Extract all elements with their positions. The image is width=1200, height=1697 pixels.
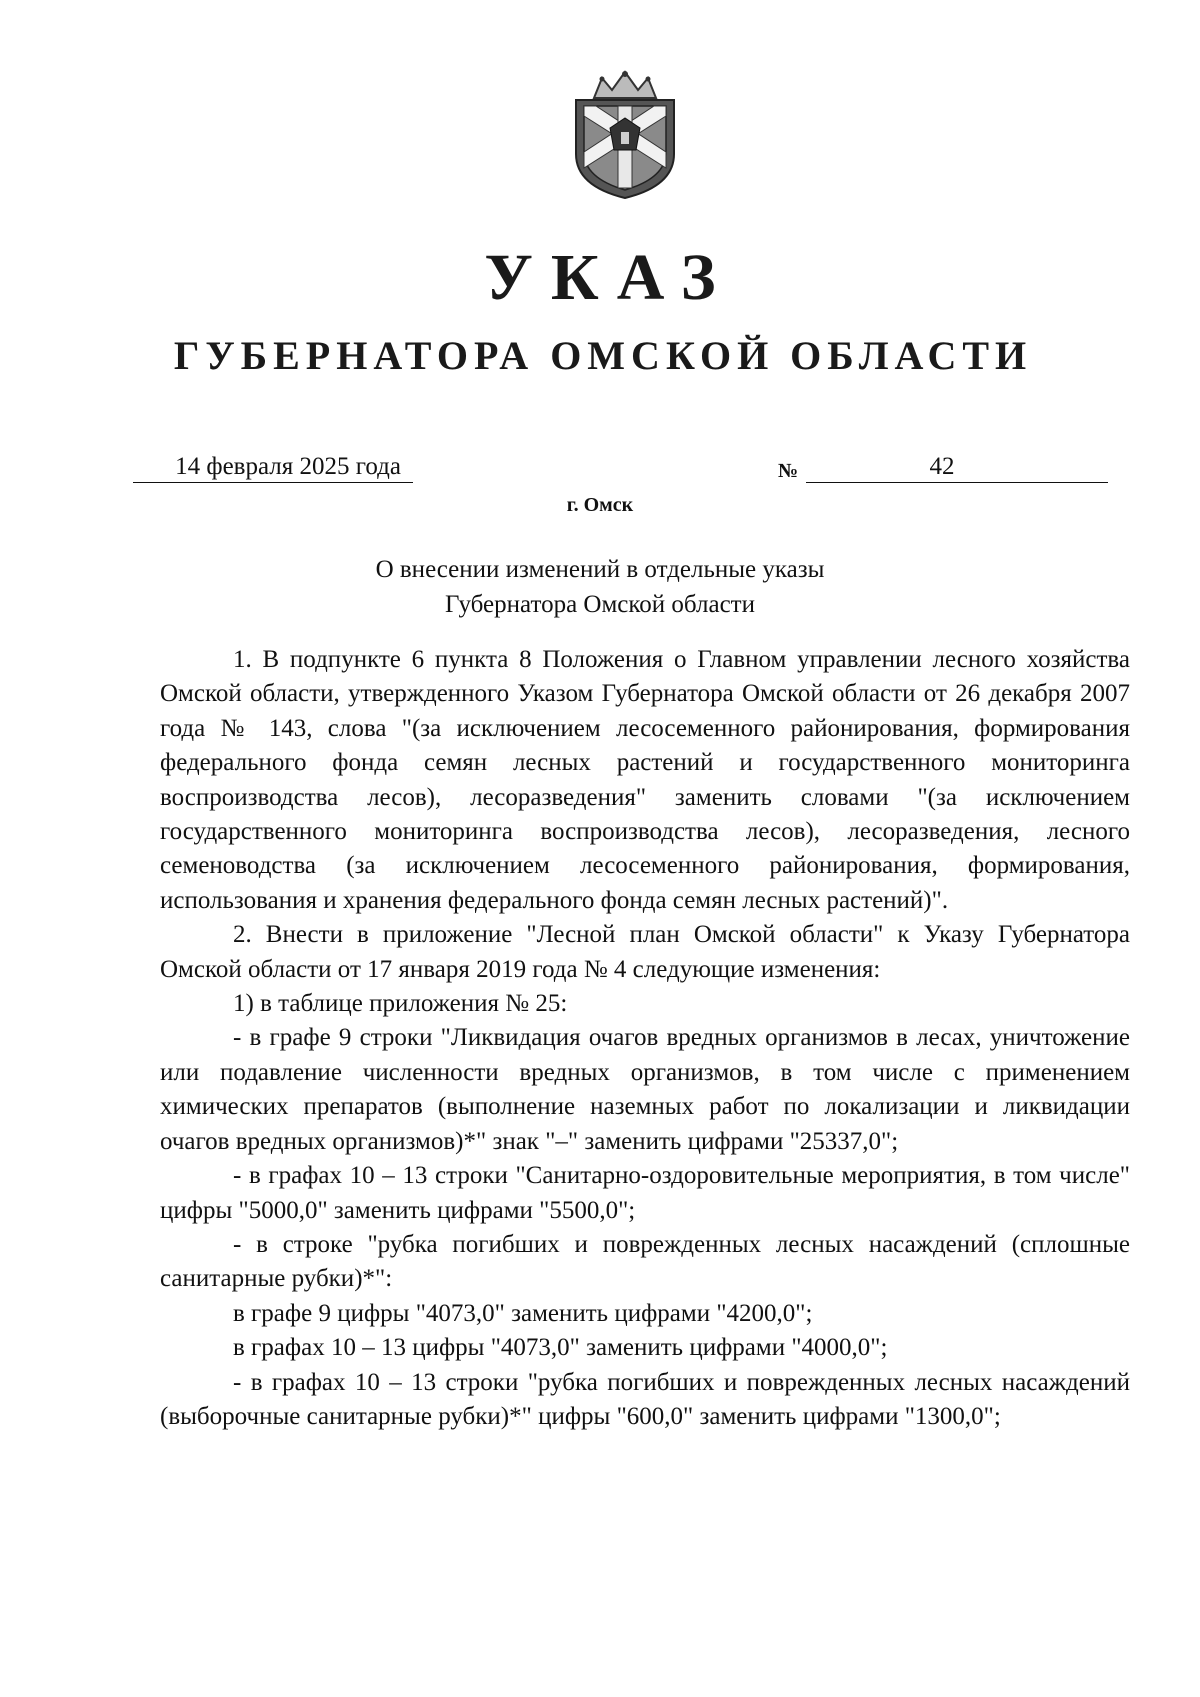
paragraph-3: 1) в таблице приложения № 25: [233, 990, 568, 1018]
paragraph-9: - в графах 10 – 13 строки "рубка погибших и поврежденных лесных насаждений (выборочные санитарные рубки)*" цифры "600,0" заменить цифрами "1300,0"; [160, 1368, 1130, 1430]
city-label: г. Омск [566, 494, 634, 516]
date-number-row [0, 452, 1200, 488]
paragraph-6: - в строке "рубка погибших и поврежденных лесных насаждений (сплошные санитарные рубки)*": [160, 1230, 1130, 1293]
decree-date: 14 февраля 2025 года [133, 452, 413, 483]
heading-line-2: Губернатора Омской области [445, 591, 755, 618]
number-sign: № [778, 460, 799, 482]
paragraph-4: - в графе 9 строки "Ликвидация очагов вредных организмов в лесах, уничтожение или подавление численности вредных организмов, в том числе с применением химических препаратов (выполнение наземных работ по локализации и ликвидации очагов вредных организмов)*" знак "–" заменить цифрами "25337,0"; [160, 1024, 1130, 1155]
paragraph-5: - в графах 10 – 13 строки "Санитарно-оздоровительные мероприятия, в том числе" цифры "5000,0" заменить цифрами "5500,0"; [160, 1162, 1130, 1224]
document-subtitle: ГУБЕРНАТОРА ОМСКОЙ ОБЛАСТИ [173, 333, 1033, 378]
heading-line-1: О внесении изменений в отдельные указы [375, 556, 825, 583]
decree-heading [0, 552, 1200, 622]
paragraph-8: в графах 10 – 13 цифры "4073,0" заменить цифрами "4000,0"; [233, 1334, 888, 1362]
omsk-region-coat-of-arms-icon [566, 68, 684, 202]
paragraph-7: в графе 9 цифры "4073,0" заменить цифрами "4200,0"; [233, 1299, 813, 1327]
paragraph-1: 1. В подпункте 6 пункта 8 Положения о Главном управлении лесного хозяйства Омской области, утвержденного Указом Губернатора Омской области от 26 декабря 2007 года № 143, слова "(за исключением лесосеменного районирования, формирования федерального фонда семян лесных растений и государственного мониторинга воспроизводства лесов), лесоразведения" заменить словами "(за исключением государственного мониторинга воспроизводства лесов), лесоразведения, лесного семеноводства (за исключением лесосеменного районирования, формирования, использования и хранения федерального фонда семян лесных растений)". [160, 646, 1130, 914]
document-title: УКАЗ [484, 241, 734, 314]
paragraph-2: 2. Внести в приложение "Лесной план Омской области" к Указу Губернатора Омской области от 17 января 2019 года № 4 следующие изменения: [160, 921, 1130, 983]
decree-number: 42 [806, 452, 1108, 483]
decree-body [160, 643, 1130, 1434]
